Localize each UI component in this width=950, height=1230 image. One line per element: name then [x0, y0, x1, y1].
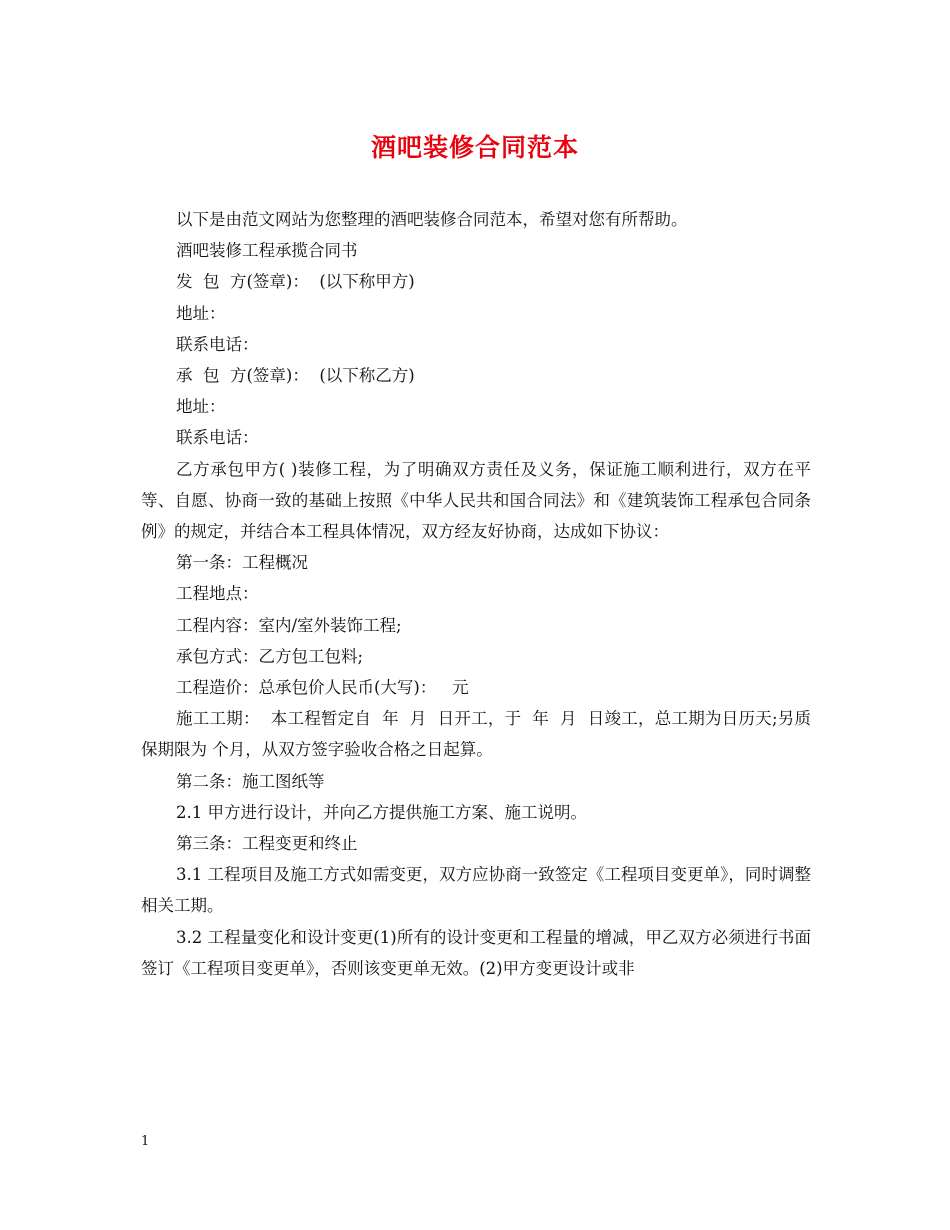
- body-paragraph: 地址：: [176, 397, 226, 417]
- body-paragraph: 工程内容：室内/室外装饰工程;: [176, 615, 402, 635]
- document-body: [141, 204, 811, 984]
- body-paragraph: 3.2 工程量变化和设计变更(1)所有的设计变更和工程量的增减，甲乙双方必须进行书面签订《工程项目变更单》，否则该变更单无效。(2)甲方变更设计或非: [141, 927, 811, 978]
- body-paragraph: 地址：: [176, 303, 226, 323]
- body-paragraph: 工程地点：: [176, 584, 259, 604]
- body-paragraph: 发 包 方(签章)： (以下称甲方): [176, 272, 415, 292]
- body-paragraph: 第一条：工程概况: [176, 553, 308, 573]
- body-paragraph: 2.1 甲方进行设计，并向乙方提供施工方案、施工说明。: [176, 802, 587, 822]
- body-paragraph: 联系电话：: [176, 334, 259, 354]
- page-number: 1: [141, 1134, 150, 1149]
- body-paragraph: 承 包 方(签章)： (以下称乙方): [176, 366, 415, 386]
- body-paragraph: 第三条：工程变更和终止: [176, 834, 358, 854]
- body-paragraph: 乙方承包甲方( )装修工程，为了明确双方责任及义务，保证施工顺利进行，双方在平等、自愿、协商一致的基础上按照《中华人民共和国合同法》和《建筑装饰工程承包合同条例》的规定，并结合本工程具体情况，双方经友好协商，达成如下协议：: [141, 459, 811, 542]
- body-paragraph: 第二条：施工图纸等: [176, 771, 325, 791]
- body-paragraph: 酒吧装修工程承揽合同书: [176, 241, 358, 261]
- body-paragraph: 以下是由范文网站为您整理的酒吧装修合同范本，希望对您有所帮助。: [176, 210, 688, 229]
- document-title: 酒吧装修合同范本: [370, 133, 579, 162]
- body-paragraph: 承包方式：乙方包工包料;: [176, 646, 364, 666]
- body-paragraph: 工程造价：总承包价人民币(大写)： 元: [176, 678, 469, 698]
- body-paragraph: 施工工期： 本工程暂定自 年 月 日开工，于 年 月 日竣工，总工期为日历天;另质保期限为 个月，从双方签字验收合格之日起算。: [141, 709, 811, 760]
- body-paragraph: 联系电话：: [176, 428, 259, 448]
- body-paragraph: 3.1 工程项目及施工方式如需变更，双方应协商一致签定《工程项目变更单》，同时调整相关工期。: [141, 865, 811, 916]
